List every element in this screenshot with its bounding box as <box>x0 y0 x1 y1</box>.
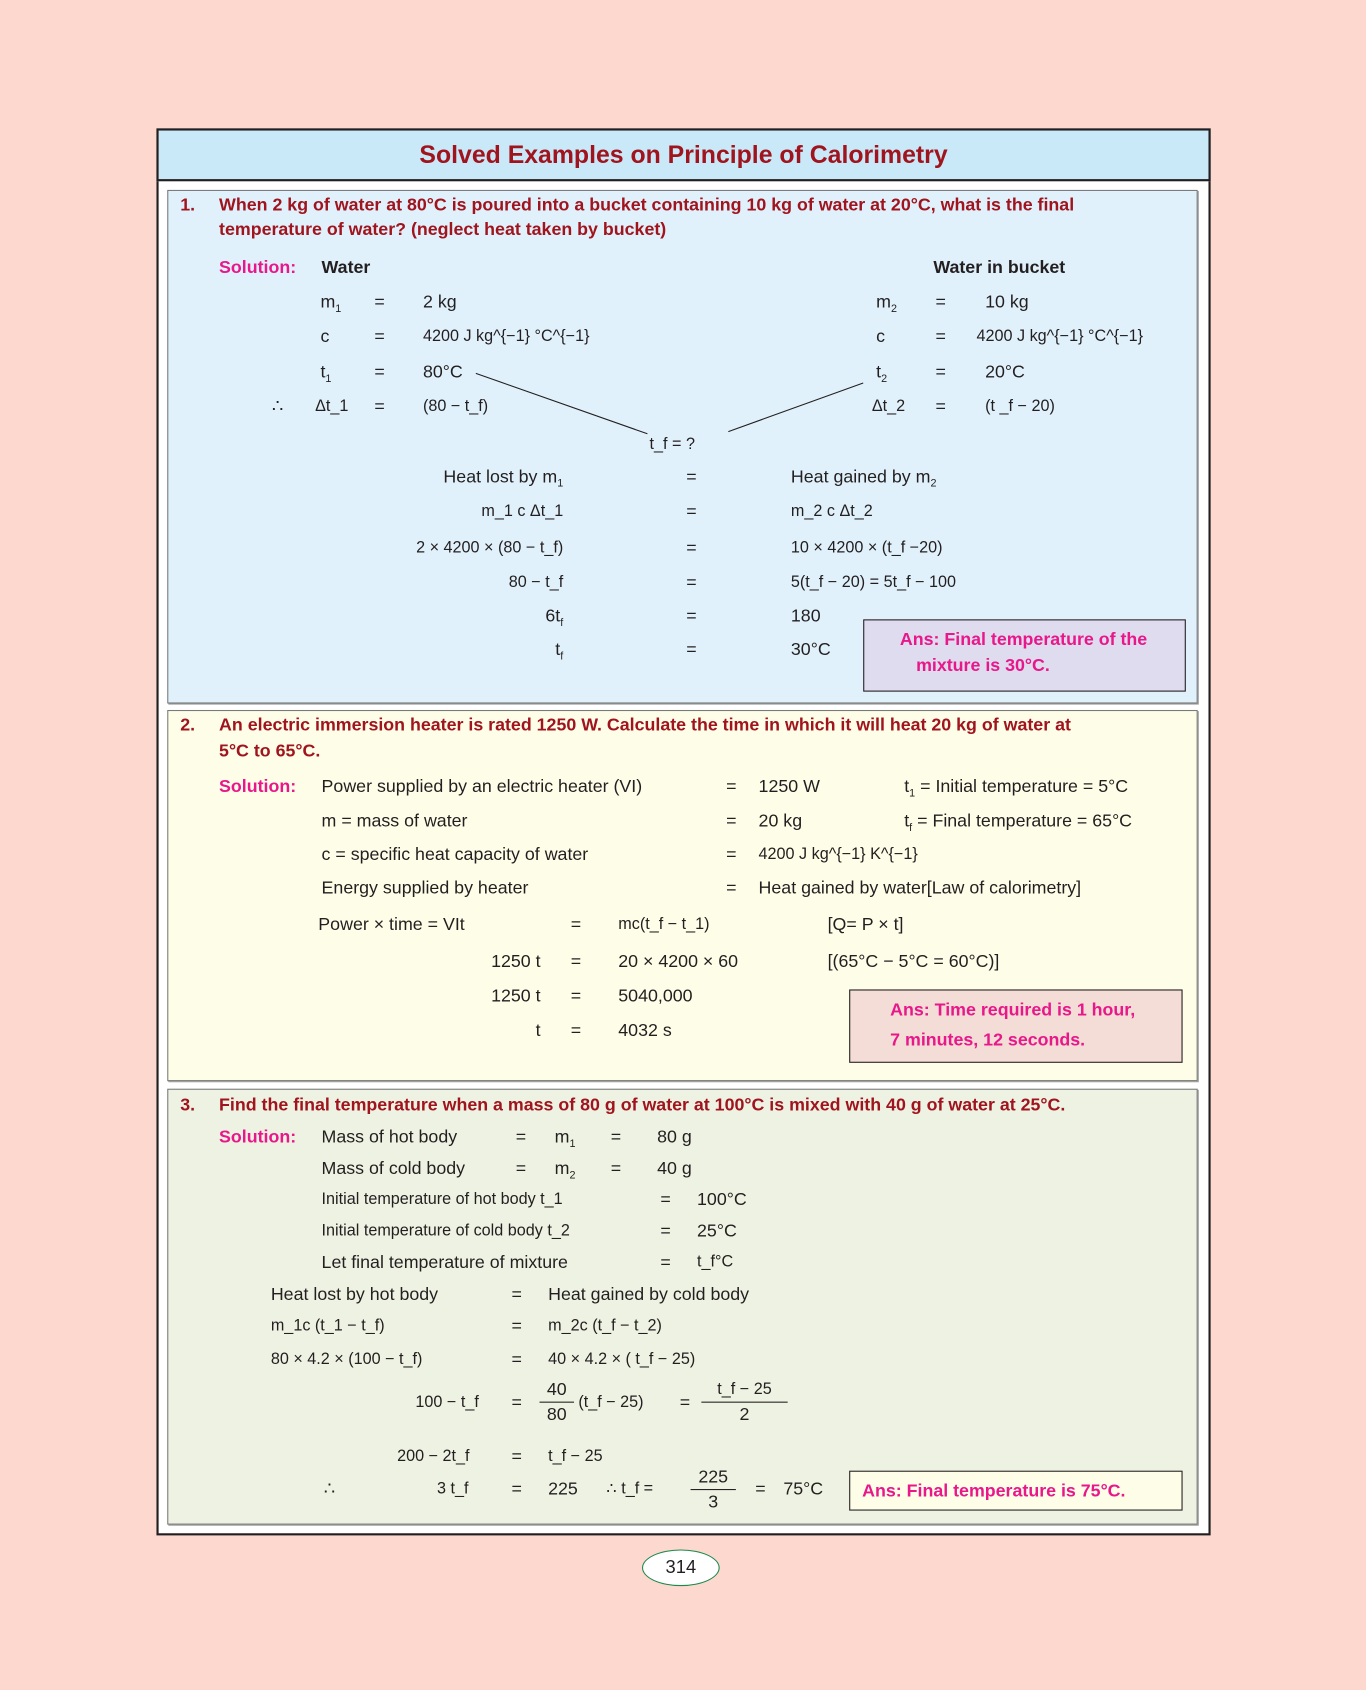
equals: = <box>570 914 582 935</box>
numerator: 40 <box>540 1378 575 1403</box>
equals: = <box>374 326 385 347</box>
equals: = <box>935 397 946 417</box>
eq-lhs: m_1 c Δt_1 <box>481 501 564 521</box>
equals: = <box>679 1392 691 1413</box>
given-label: Energy supplied by heater <box>321 878 529 898</box>
var: Δt_1 <box>315 397 349 416</box>
equals: = <box>755 1479 766 1499</box>
eq-rhs: m_2c (t_f − t_2) <box>548 1316 662 1335</box>
eq-lhs: 100 − t_f <box>415 1392 479 1412</box>
eq-rhs: 5040,000 <box>618 986 693 1006</box>
denominator: 80 <box>546 1404 567 1425</box>
solution-label: Solution: <box>219 257 297 278</box>
equals: = <box>511 1285 522 1305</box>
var: $t_1$ <box>320 362 332 386</box>
given-value: 80 g <box>657 1127 692 1147</box>
equals: = <box>686 538 697 558</box>
value: 10 kg <box>985 292 1029 312</box>
equals: = <box>726 811 737 831</box>
denominator: 3 <box>708 1492 719 1512</box>
given-value: 40 g <box>657 1158 692 1179</box>
given-value: 25°C <box>697 1221 737 1241</box>
initial-temp-note: $t_1$ = Initial temperature = 5°C <box>904 776 1129 800</box>
eq-lhs: Heat lost by hot body <box>270 1285 439 1305</box>
value: (80 − t_f) <box>422 397 489 416</box>
eq-lhs: t <box>535 1020 541 1041</box>
fraction-40-80 <box>540 1378 575 1427</box>
equals: = <box>935 326 946 347</box>
fraction-225-3 <box>691 1465 736 1514</box>
value: 2 kg <box>422 292 457 312</box>
equals: = <box>570 1020 582 1041</box>
given-label: Initial temperature of hot body t_1 <box>321 1190 563 1209</box>
given-value: 20 kg <box>758 811 803 831</box>
given-value: t_f°C <box>697 1252 734 1272</box>
answer-text: Ans: Final temperature is 75°C. <box>862 1481 1126 1501</box>
eq-rhs: 225 <box>548 1479 578 1499</box>
eq-lhs: m_1c (t_1 − t_f) <box>270 1316 385 1335</box>
eq-rhs: 5(t_f − 20) = 5t_f − 100 <box>790 572 957 592</box>
equals: = <box>570 951 582 972</box>
equals: = <box>726 844 737 865</box>
page-number: 314 <box>642 1549 720 1586</box>
eq-lhs: Heat lost by $m_1$ <box>443 467 564 490</box>
equals: = <box>511 1392 522 1413</box>
var: c <box>876 326 886 347</box>
equals: = <box>660 1190 671 1210</box>
equals: = <box>610 1127 622 1147</box>
given-label: Initial temperature of cold body t_2 <box>321 1221 570 1240</box>
var: $m_2$ <box>876 292 897 316</box>
eq-lhs: $6t_f$ <box>545 606 564 630</box>
eq-lhs: 2 × 4200 × (80 − t_f) <box>416 538 564 557</box>
eq-rhs: Heat gained by cold body <box>548 1285 750 1305</box>
given-label: Power supplied by an electric heater (VI) <box>321 776 643 797</box>
eq-rhs: 4032 s <box>618 1020 672 1041</box>
value: 4200 J kg^{−1} °C^{−1} <box>976 326 1144 346</box>
given-label: Mass of cold body <box>321 1158 466 1179</box>
value: (t _f − 20) <box>985 397 1055 416</box>
solution-label: Solution: <box>219 776 297 797</box>
given-label: m = mass of water <box>321 811 468 831</box>
equals: = <box>610 1158 622 1179</box>
equals: = <box>374 362 385 382</box>
eq-term: (t_f − 25) <box>578 1392 644 1412</box>
left-heading: Water <box>321 257 371 278</box>
answer-box <box>849 989 1182 1062</box>
eq-lhs: 3 t_f <box>436 1479 469 1498</box>
equals: = <box>686 639 697 660</box>
eq-rhs: 40 × 4.2 × ( t_f − 25) <box>548 1349 696 1369</box>
question-line: When 2 kg of water at 80°C is poured into a bucket containing 10 kg of water at 20°C, what is the final <box>219 195 1075 215</box>
value: 4200 J kg^{−1} °C^{−1} <box>422 326 590 346</box>
eq-lhs: 80 − t_f <box>508 572 564 592</box>
given-value: 1250 W <box>758 776 820 797</box>
equals: = <box>511 1316 522 1336</box>
eq-rhs: 20 × 4200 × 60 <box>618 951 739 972</box>
therefore-symbol: ∴ <box>271 397 284 417</box>
given-label: Let final temperature of mixture <box>321 1252 568 1273</box>
page-title: Solved Examples on Principle of Calorimetry <box>419 140 948 169</box>
question-line: An electric immersion heater is rated 1250 W. Calculate the time in which it will heat 20 kg of water at <box>219 715 1071 735</box>
right-heading: Water in bucket <box>933 257 1066 278</box>
equals: = <box>726 776 737 797</box>
eq-result: 75°C <box>783 1479 824 1499</box>
equals: = <box>935 292 946 312</box>
equals: = <box>660 1221 671 1241</box>
equals: = <box>686 606 697 626</box>
equals: = <box>686 572 697 593</box>
equals: = <box>570 986 582 1006</box>
equals: = <box>515 1158 527 1179</box>
example-3 <box>167 1089 1197 1525</box>
answer-text: mixture is 30°C. <box>916 656 1050 676</box>
eq-rhs: 10 × 4200 × (t_f −20) <box>790 538 943 557</box>
given-symbol: $m_2$ <box>554 1158 576 1182</box>
example-number: 1. <box>180 195 196 215</box>
answer-text: Ans: Time required is 1 hour, <box>890 1000 1136 1020</box>
eq-rhs: 30°C <box>790 639 831 660</box>
given-value: 100°C <box>697 1190 747 1210</box>
eq-rhs: m_2 c Δt_2 <box>790 501 873 521</box>
answer-box <box>849 1471 1182 1511</box>
equals: = <box>935 362 946 382</box>
example-number: 3. <box>180 1095 196 1115</box>
given-label: c = specific heat capacity of water <box>321 844 589 865</box>
question-line: temperature of water? (neglect heat taken by bucket) <box>219 220 667 240</box>
eq-rhs: 180 <box>790 606 821 626</box>
answer-text: 7 minutes, 12 seconds. <box>890 1030 1086 1050</box>
fraction-tf-25-over-2 <box>701 1378 787 1427</box>
given-value: Heat gained by water[Law of calorimetry] <box>758 878 1082 898</box>
value: 20°C <box>985 362 1025 382</box>
equals: = <box>374 397 385 417</box>
equals: = <box>660 1252 671 1273</box>
equals: = <box>511 1349 522 1370</box>
var: c <box>320 326 330 347</box>
eq-lhs: 80 × 4.2 × (100 − t_f) <box>270 1349 423 1369</box>
answer-box <box>863 619 1186 691</box>
equals: = <box>374 292 385 312</box>
eq-lhs: 200 − 2t_f <box>397 1446 470 1466</box>
eq-lhs: Power × time = VIt <box>318 914 465 935</box>
final-temp-note: $t_f$ = Final temperature = 65°C <box>904 811 1133 835</box>
given-value: 4200 J kg^{−1} K^{−1} <box>758 844 918 864</box>
example-number: 2. <box>180 715 196 735</box>
answer-text: Ans: Final temperature of the <box>899 630 1148 650</box>
numerator: t_f − 25 <box>701 1378 787 1403</box>
eq-note: [(65°C − 5°C = 60°C)] <box>827 951 1000 972</box>
equals: = <box>686 501 697 522</box>
given-label: Mass of hot body <box>321 1127 458 1147</box>
eq-lhs: $t_f$ <box>555 639 564 663</box>
equals: = <box>511 1446 522 1467</box>
var: $t_2$ <box>876 362 888 386</box>
eq-lhs: 1250 t <box>491 951 541 972</box>
eq-rhs: Heat gained by $m_2$ <box>790 467 937 490</box>
solution-label: Solution: <box>219 1127 297 1147</box>
equals: = <box>515 1127 527 1147</box>
var: Δt_2 <box>871 397 906 416</box>
value: 80°C <box>422 362 463 382</box>
eq-lhs: 1250 t <box>491 986 541 1006</box>
eq-note: [Q= P × t] <box>827 914 904 935</box>
connector-line-left <box>476 373 648 433</box>
var: $m_1$ <box>320 292 342 316</box>
numerator: 225 <box>691 1465 736 1490</box>
question-line: 5°C to 65°C. <box>219 741 321 761</box>
equals: = <box>511 1479 522 1499</box>
equals: = <box>686 467 697 487</box>
eq-rhs: mc(t_f − t_1) <box>618 914 710 934</box>
unknown-tf: t_f = ? <box>649 434 696 454</box>
therefore-symbol: ∴ <box>323 1479 336 1499</box>
equals: = <box>726 878 737 898</box>
connector-line-right <box>728 383 863 432</box>
eq-rhs: t_f − 25 <box>548 1446 603 1466</box>
eq-term: ∴ t_f = <box>606 1479 654 1498</box>
question-line: Find the final temperature when a mass of 80 g of water at 100°C is mixed with 40 g of water at 25°C. <box>219 1095 1066 1115</box>
given-symbol: $m_1$ <box>554 1127 576 1151</box>
denominator: 2 <box>739 1404 750 1425</box>
